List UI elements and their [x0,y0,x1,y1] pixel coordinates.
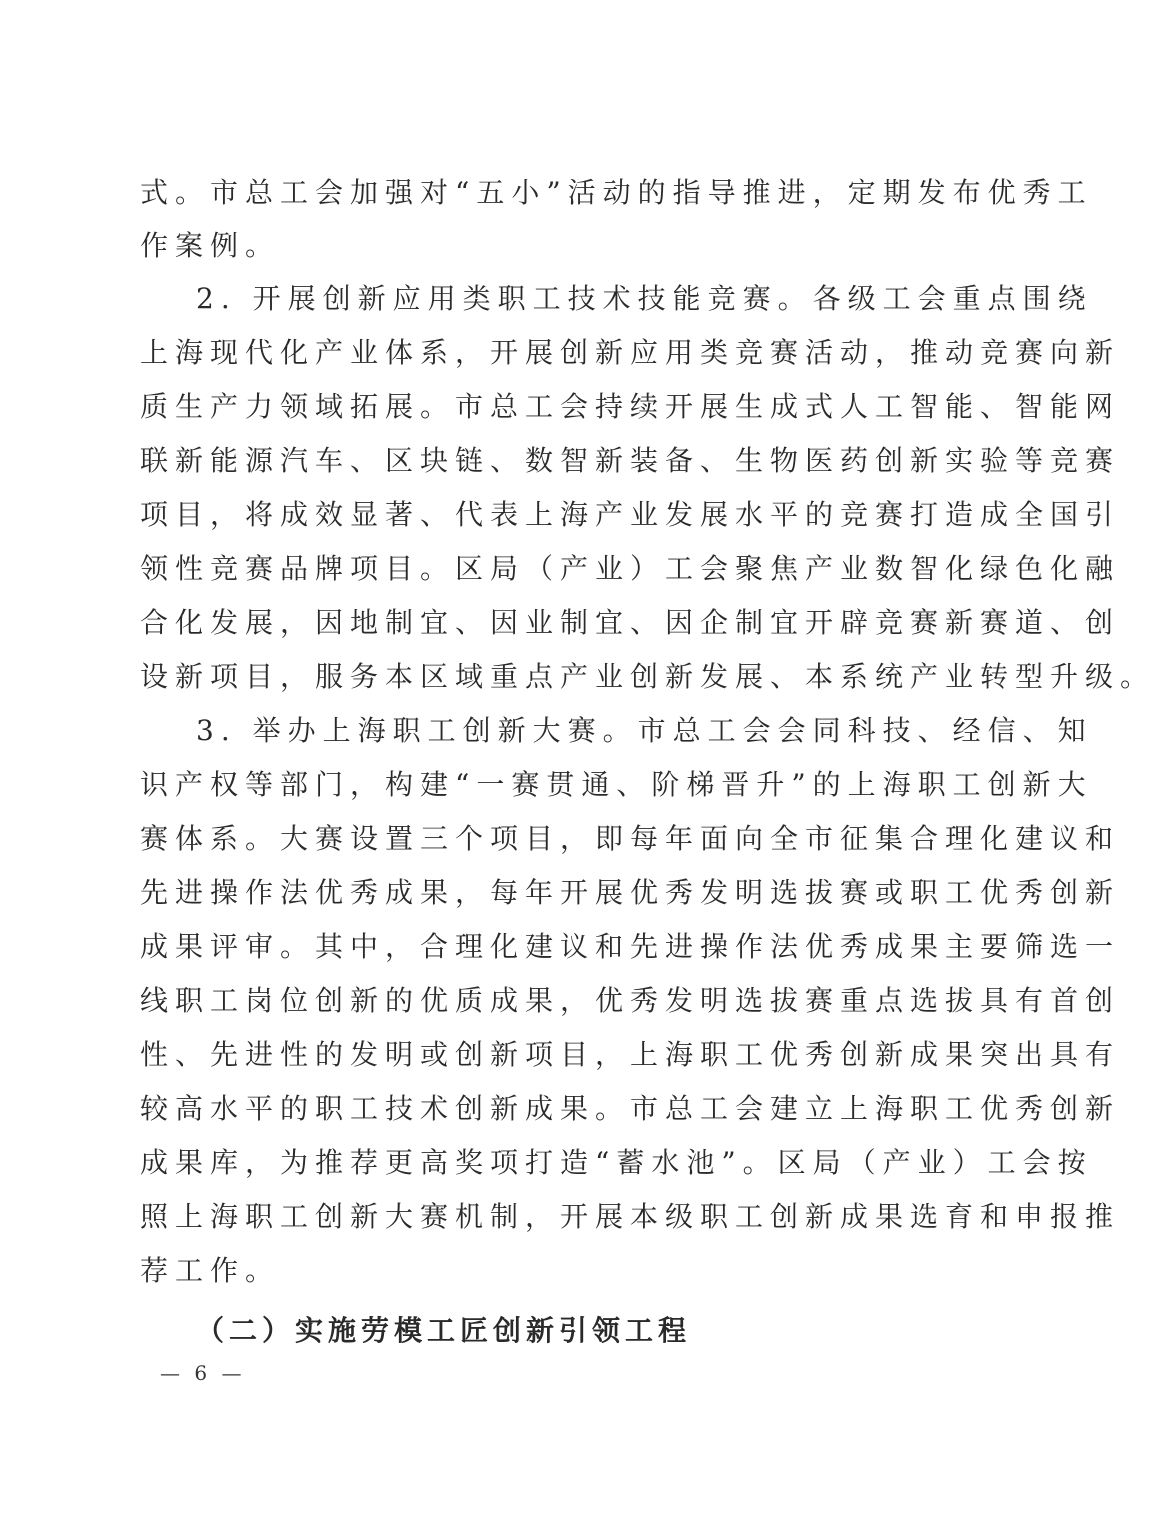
text-line: 成果评审。其中，合理化建议和先进操作法优秀成果主要筛选一 [140,930,1121,963]
text-line: 较高水平的职工技术创新成果。市总工会建立上海职工优秀创新 [140,1092,1121,1125]
text-line: 线职工岗位创新的优质成果，优秀发明选拔赛重点选拔具有首创 [140,984,1121,1017]
text-line: 作案例。 [140,229,281,262]
text-line: 荐工作。 [140,1254,281,1287]
text-line: 性、先进性的发明或创新项目，上海职工优秀创新成果突出具有 [140,1038,1121,1071]
text-line: 识产权等部门，构建“一赛贯通、阶梯晋升”的上海职工创新大 [140,768,1093,801]
text-line: 质生产力领域拓展。市总工会持续开展生成式人工智能、智能网 [140,390,1121,423]
text-line: 设新项目，服务本区域重点产业创新发展、本系统产业转型升级。 [140,660,1155,693]
text-line: 式。市总工会加强对“五小”活动的指导推进，定期发布优秀工 [140,176,1093,209]
text-line: 赛体系。大赛设置三个项目，即每年面向全市征集合理化建议和 [140,822,1121,855]
text-line: 领性竞赛品牌项目。区局（产业）工会聚焦产业数智化绿色化融 [140,552,1121,585]
page-number: — 6 — [160,1361,246,1385]
text-line: 联新能源汽车、区块链、数智新装备、生物医药创新实验等竞赛 [140,444,1121,477]
text-line: 合化发展，因地制宜、因业制宜、因企制宜开辟竞赛新赛道、创 [140,606,1121,639]
text-line: 照上海职工创新大赛机制，开展本级职工创新成果选育和申报推 [140,1200,1121,1233]
text-line: 成果库，为推荐更高奖项打造“蓄水池”。区局（产业）工会按 [140,1146,1093,1179]
section-heading: （二）实施劳模工匠创新引领工程 [196,1314,692,1347]
text-line: 上海现代化产业体系，开展创新应用类竞赛活动，推动竞赛向新 [140,336,1121,369]
text-line: 先进操作法优秀成果，每年开展优秀发明选拔赛或职工优秀创新 [140,876,1121,909]
numbered-item-heading: 2. 开展创新应用类职工技术技能竞赛。各级工会重点围绕 [196,282,1093,315]
text-line: 项目，将成效显著、代表上海产业发展水平的竞赛打造成全国引 [140,498,1121,531]
numbered-item-heading: 3. 举办上海职工创新大赛。市总工会会同科技、经信、知 [196,714,1093,747]
